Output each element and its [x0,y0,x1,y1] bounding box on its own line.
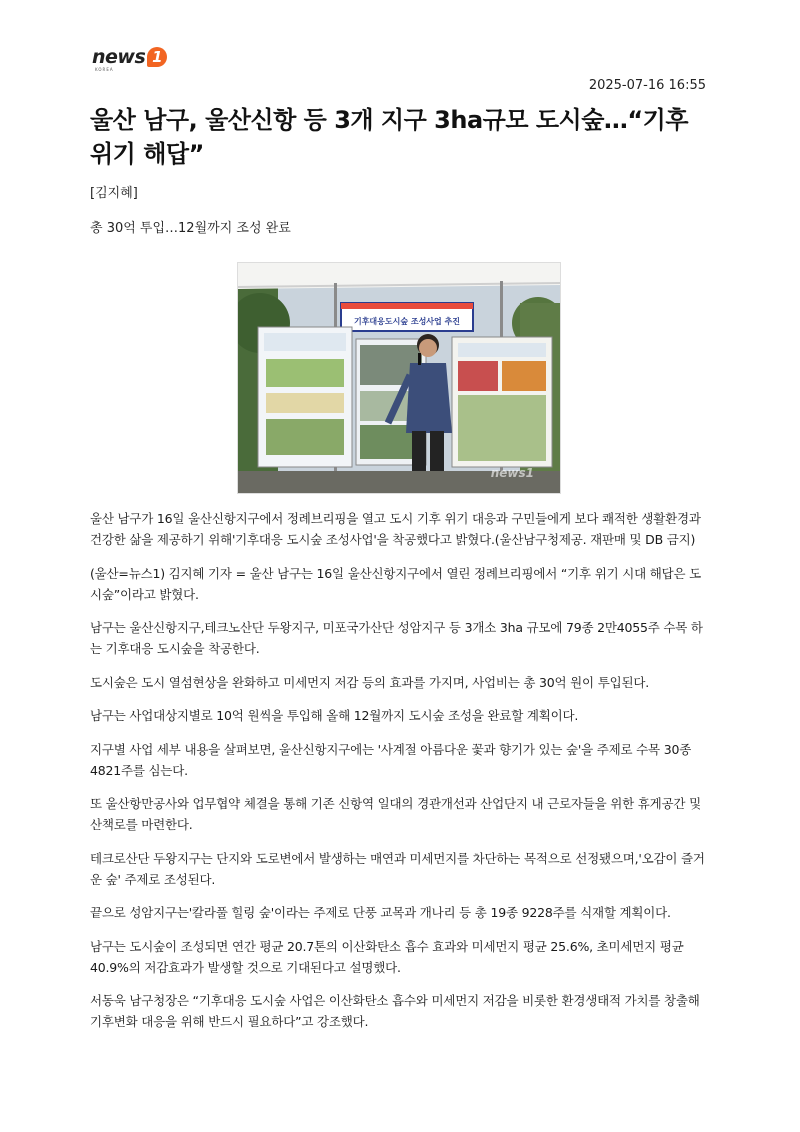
logo-subtext: KOREA [95,67,114,72]
publish-timestamp: 2025-07-16 16:55 [588,78,706,93]
article-subheadline: 총 30억 투입…12월까지 조성 완료 [90,221,291,236]
article-title: 울산 남구, 울산신항 등 3개 지구 3ha규모 도시숲…“기후위기 해답” [90,106,689,168]
banner-text: 기후대응도시숲 조성사업 추진 [353,317,461,326]
paragraph: 남구는 사업대상지별로 10억 원씩을 투입해 올해 12월까지 도시숲 조성을 완료할 계획이다. [90,708,579,723]
paragraph: 테크로산단 두왕지구는 단지와 도로변에서 발생하는 매연과 미세먼지를 차단하는 목적으로 선정됐으며,'오감이 즐거운 숲' 주제로 조성된다. [90,850,705,887]
paragraph: 울산 남구가 16일 울산신항지구에서 정례브리핑을 열고 도시 기후 위기 대응과 구민들에게 보다 쾌적한 생활환경과 건강한 삶을 제공하기 위해'기후대응 도시숲 조성사업'을 착공했다고 밝혔다.(울산남구청제공. 재판매 및 DB 금지) [90,511,701,547]
paragraph: 또 울산항만공사와 업무협약 체결을 통해 기존 신항역 일대의 경관개선과 산업단지 내 근로자들을 위한 휴게공간 및 산책로를 마련한다. [90,796,701,832]
paragraph: 남구는 울산신항지구,테크노산단 두왕지구, 미포국가산단 성암지구 등 3개소 3ha 규모에 79종 2만4055주 수목 하는 기후대응 도시숲을 착공한다. [90,620,703,656]
news1-logo[interactable] [92,46,167,76]
paragraph: 끝으로 성암지구는'칼라풀 힐링 숲'이라는 주제로 단풍 교목과 개나리 등 총 19종 9228주를 식재할 계획이다. [90,905,671,920]
article-body [90,508,710,1045]
paragraph: 남구는 도시숲이 조성되면 연간 평균 20.7톤의 이산화탄소 흡수 효과와 미세먼지 평균 25.6%, 초미세먼지 평균 40.9%의 저감효과가 발생할 것으로 기대된다고 설명했다. [90,938,684,975]
paragraph: 지구별 사업 세부 내용을 살펴보면, 울산신항지구에는 '사계절 아름다운 꽃과 향기가 있는 숲'을 주제로 수목 30종 4821주를 심는다. [90,741,692,778]
paragraph: 도시숲은 도시 열섬현상을 완화하고 미세먼지 저감 등의 효과를 가지며, 사업비는 총 30억 원이 투입된다. [90,674,649,690]
paragraph: 서동욱 남구청장은 “기후대응 도시숲 사업은 이산화탄소 흡수와 미세먼지 저감을 비롯한 환경생태적 가치를 창출해 기후변화 대응을 위해 반드시 필요하다”고 강조했다. [90,993,700,1029]
briefing-photo-illustration [238,263,560,493]
article-byline: [김지혜] [90,186,138,201]
article-photo[interactable] [237,262,561,494]
logo-wordmark: news [92,46,146,68]
logo-badge: 1 [147,47,167,67]
photo-watermark: news1 [490,466,534,480]
paragraph: (울산=뉴스1) 김지혜 기자 = 울산 남구는 16일 울산신항지구에서 열린 정례브리핑에서 “기후 위기 시대 해답은 도시숲”이라고 밝혔다. [90,565,702,602]
